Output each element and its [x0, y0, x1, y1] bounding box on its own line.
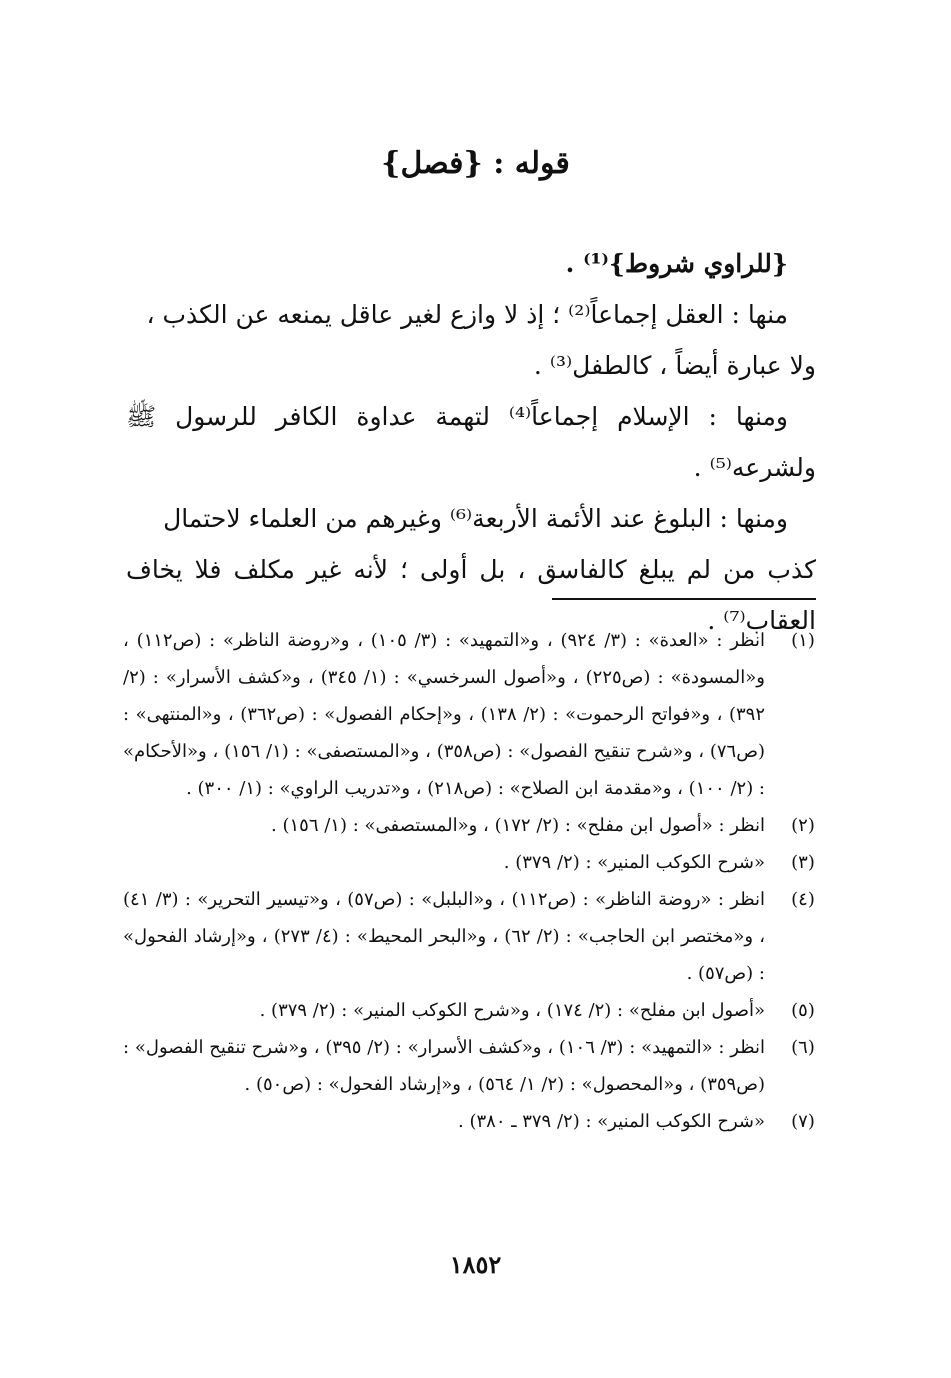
paragraph-reason-continued: ولا عبارة أيضاً ، كالطفل⁽³⁾ . — [533, 351, 816, 380]
paragraph-reason: منها : العقل إجماعاً⁽²⁾ ؛ إذ لا وازع لغير عاقل يمنعه عن الكذب ، — [146, 300, 788, 329]
footnotes-section — [123, 622, 823, 1140]
footnote-number: (٧) — [791, 1111, 815, 1132]
footnote-3 — [123, 844, 823, 881]
footnote-divider — [552, 598, 816, 600]
paragraph-puberty-continued: كذب من لم يبلغ كالفاسق ، بل أولى ؛ لأنه غير مكلف فلا يخاف العقاب⁽⁷⁾ . — [126, 555, 816, 635]
footnote-number: (١) — [791, 630, 815, 651]
footnote-number: (٤) — [791, 889, 815, 910]
footnote-number: (٥) — [791, 1000, 815, 1021]
footnote-text: انظر : «التمهيد» : (٣/ ١٠٦) ، و«كشف الأسرار» : (٢/ ٣٩٥) ، و«شرح تنقيح الفصول» : (ص٣٥٩) ، و«المحصول» : (٢/ ١/ ٥٦٤) ، و«إرشاد الفحول» : (ص٥٠) . — [123, 1037, 766, 1095]
lead-statement: {للراوي شروط}⁽¹⁾ . — [565, 249, 788, 278]
main-text — [126, 238, 816, 646]
footnote-5 — [123, 992, 823, 1029]
footnote-text: انظر : «روضة الناظر» : (ص١١٢) ، و«البلبل» : (ص٥٧) ، و«تيسير التحرير» : (٣/ ٤١) ، و«مختصر ابن الحاجب» : (٢/ ٦٢) ، و«البحر المحيط» : (٤/ ٢٧٣) ، و«إرشاد الفحول» : (ص٥٧) . — [123, 889, 766, 984]
footnote-number: (٦) — [791, 1037, 815, 1058]
footnote-text: انظر : «العدة» : (٣/ ٩٢٤) ، و«التمهيد» : (٣/ ١٠٥) ، و«روضة الناظر» : (ص١١٢) ، و«المسودة» : (ص٢٢٥) ، و«أصول السرخسي» : (١/ ٣٤٥) ، و«كشف الأسرار» : (٢/ ٣٩٢) ، و«فواتح الرحموت» : (٢/ ١٣٨) ، و«إحكام الفصول» : (ص٣٦٢) ، و«المنتهى» : (ص٧٦) ، و«شرح تنقيح الفصول» : (ص٣٥٨) ، و«المستصفى» : (١/ ١٥٦) ، و«الأحكام» : (٢/ ١٠٠) ، و«مقدمة ابن الصلاح» : (ص٢١٨) ، و«تدريب الراوي» : (١/ ٣٠٠) . — [123, 630, 765, 799]
footnote-number: (٢) — [791, 815, 815, 836]
footnote-text: انظر : «أصول ابن مفلح» : (٢/ ١٧٢) ، و«المستصفى» : (١/ ١٥٦) . — [271, 815, 765, 836]
paragraph-puberty: ومنها : البلوغ عند الأئمة الأربعة⁽⁶⁾ وغيرهم من العلماء لاحتمال — [163, 504, 788, 533]
footnote-7 — [123, 1103, 823, 1140]
page-number: ١٨٥٢ — [449, 1250, 502, 1279]
footnote-6 — [123, 1029, 823, 1103]
footnote-text: «شرح الكوكب المنير» : (٢/ ٣٧٩ ـ ٣٨٠) . — [458, 1111, 765, 1132]
footnote-1 — [123, 622, 823, 807]
paragraph-islam: ومنها : الإسلام إجماعاً⁽⁴⁾ لتهمة عداوة الكافر للرسول ﷺ ولشرعه⁽⁵⁾ . — [126, 402, 816, 482]
footnote-text: «أصول ابن مفلح» : (٢/ ١٧٤) ، و«شرح الكوكب المنير» : (٢/ ٣٧٩) . — [259, 1000, 765, 1021]
footnote-text: «شرح الكوكب المنير» : (٢/ ٣٧٩) . — [503, 852, 765, 873]
section-heading: قوله : {فصل} — [381, 146, 570, 181]
footnote-4 — [123, 881, 823, 992]
footnote-2 — [123, 807, 823, 844]
footnote-number: (٣) — [791, 852, 815, 873]
